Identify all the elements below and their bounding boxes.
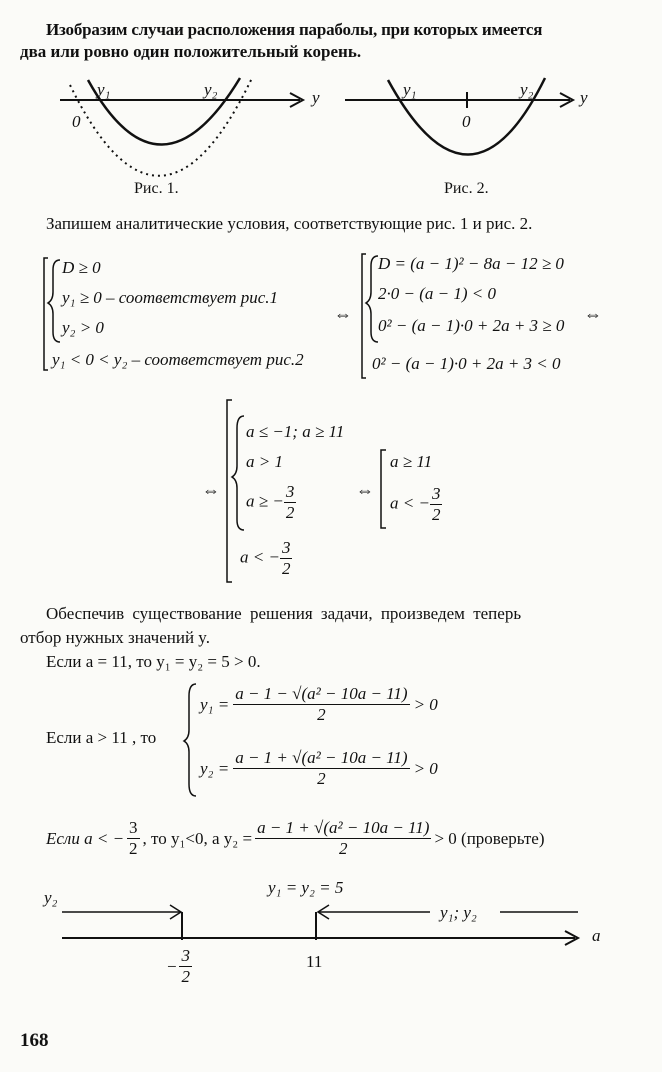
axis-label-top: y₁ = y₂ = 5 [268, 878, 344, 897]
sys2-line2: a > 1 [246, 452, 283, 471]
case3-expr: Если a < − $\frac{3}{2}$ , то y₁<0, а y₂ = $\frac{\text{a − 1 + √(a² − 10a − 11)}}{2}$ > 0 (проверьте) [46, 818, 545, 858]
sys-left-line3: y₂ > 0 [62, 318, 104, 337]
axis-tick-left-label: − $\frac{3}{2}$ [166, 946, 190, 986]
sys-left-line1: D ≥ 0 [62, 258, 101, 277]
intro-line-2: два или ровно один положительный корень. [20, 42, 362, 61]
selection-line-1: Обеспечив существование решения задачи, произведем теперь [46, 604, 522, 623]
sys3-line2: a < − $\frac{3}{2}$ [390, 484, 441, 524]
equiv-1: ⇔ [334, 304, 352, 324]
fig2-label-y2: y₂ [520, 80, 534, 99]
equiv-4: ⇔ [356, 480, 374, 500]
case2-y1-expr: y₁ = $\frac{\text{a − 1 − √(a² − 10a − 11)}}{2}$ > 0 [200, 684, 438, 724]
fig1-label-y2: y₂ [204, 80, 218, 99]
selection-line-2: отбор нужных значений y. [20, 628, 210, 647]
sys-right-line3: 0² − (a − 1)·0 + 2a + 3 ≥ 0 [378, 316, 565, 335]
sys-right-line1: D = (a − 1)² − 8a − 12 ≥ 0 [378, 254, 564, 273]
axis-label-a: a [592, 926, 601, 945]
axis-label-y2: y₂ [44, 888, 58, 907]
axis-tick-right-label: 11 [306, 952, 323, 971]
figure-2 [345, 78, 573, 155]
system3-brackets [381, 450, 386, 528]
sys2-line1: a ≤ −1; a ≥ 11 [246, 422, 345, 441]
case2-bracket [184, 684, 196, 796]
fig1-axis-label: y [312, 88, 320, 107]
equiv-3: ⇔ [202, 480, 220, 500]
fig1-label-y1: y₁ [97, 80, 111, 99]
conditions-intro: Запишем аналитические условия, соответствующие рис. 1 и рис. 2. [46, 214, 533, 233]
fig2-axis-label: y [580, 88, 588, 107]
sys3-line1: a ≥ 11 [390, 452, 433, 471]
fig1-origin-label: 0 [72, 112, 81, 131]
sys2-line4: a < − $\frac{3}{2}$ [240, 538, 291, 578]
sys2-line3: a ≥ − $\frac{3}{2}$ [246, 482, 295, 522]
fig2-origin-label: 0 [462, 112, 471, 131]
fig1-caption: Рис. 1. [134, 180, 179, 197]
intro-line-1: Изобразим случаи расположения параболы, при которых имеется [46, 20, 543, 39]
case2-y2-expr: y₂ = $\frac{\text{a − 1 + √(a² − 10a − 11)}}{2}$ > 0 [200, 748, 438, 788]
fig2-caption: Рис. 2. [444, 180, 489, 197]
case1-text: Если a = 11, то y₁ = y₂ = 5 > 0. [46, 652, 261, 671]
equiv-2: ⇔ [584, 304, 602, 324]
bottom-axis-diagram [62, 905, 578, 945]
sys-left-line2: y₁ ≥ 0 – соответствует рис.1 [62, 288, 279, 307]
fig2-label-y1: y₁ [403, 80, 417, 99]
sys-right-line4: 0² − (a − 1)·0 + 2a + 3 < 0 [372, 354, 561, 373]
sys-right-line2: 2·0 − (a − 1) < 0 [378, 284, 496, 303]
sys-left-line4: y₁ < 0 < y₂ – соответствует рис.2 [52, 350, 304, 369]
page-number: 168 [20, 1030, 49, 1051]
axis-label-right: y₁; y₂ [440, 903, 477, 922]
case2-prefix: Если a > 11 , то [46, 728, 157, 747]
